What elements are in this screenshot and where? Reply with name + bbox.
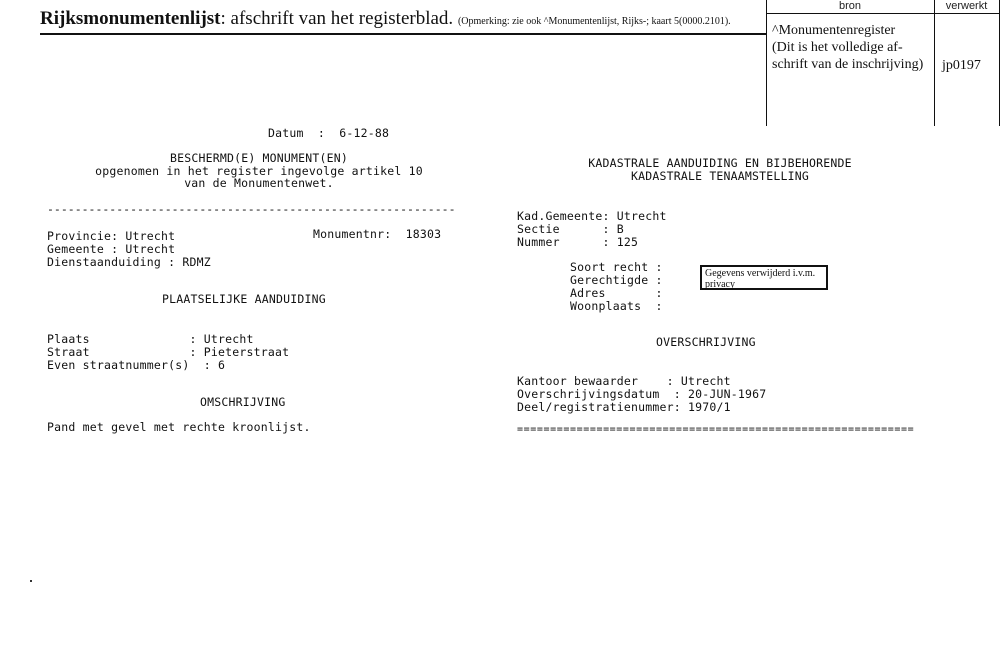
table-header-rule <box>766 13 999 14</box>
soort-recht-line: Soort recht : <box>570 260 663 274</box>
heading-line: KADASTRALE TENAAMSTELLING <box>630 168 810 183</box>
dienstaanduiding-line: Dienstaanduiding : RDMZ <box>47 255 211 269</box>
datum-line: Datum : 6-12-88 <box>268 126 390 140</box>
bron-line: schrift van de inschrijving) <box>772 57 924 72</box>
kantoor-bewaarder-line: Kantoor bewaarder : Utrecht <box>517 374 731 388</box>
omschrijving-heading: OMSCHRIJVING <box>200 395 286 409</box>
gemeente-line: Gemeente : Utrecht <box>47 242 176 256</box>
omschrijving-text: Pand met gevel met rechte kroonlijst. <box>47 420 311 434</box>
header-rule <box>40 33 766 35</box>
title-rest: : afschrift van het registerblad. <box>220 8 454 29</box>
heading-line: van de Monumentenwet. <box>184 176 334 190</box>
equals-separator: ============================================================ <box>517 424 915 435</box>
bron-line: (Dit is het volledige af- <box>772 40 903 55</box>
plaatselijke-heading: PLAATSELIJKE AANDUIDING <box>162 292 326 306</box>
even-straatnummer-line: Even straatnummer(s) : 6 <box>47 358 226 372</box>
table-left-border <box>766 0 767 126</box>
title-bold: Rijksmonumentenlijst <box>40 8 221 29</box>
heading-line: opgenomen in het register ingevolge artikel 10 <box>95 163 423 178</box>
kadastrale-heading <box>560 157 880 182</box>
bron-line: ^Monumentenregister <box>772 23 896 38</box>
straat-line: Straat : Pieterstraat <box>47 345 290 359</box>
col-bron-header: bron <box>838 0 862 12</box>
overschrijving-heading: OVERSCHRIJVING <box>656 335 756 349</box>
bron-text <box>772 22 937 73</box>
gerechtigde-line: Gerechtigde : <box>570 273 663 287</box>
scan-speck <box>30 580 32 582</box>
woonplaats-line: Woonplaats : <box>570 299 663 313</box>
document-title <box>40 8 731 30</box>
nummer-line: Nummer : 125 <box>517 235 639 249</box>
adres-line: Adres : <box>570 286 663 300</box>
beschermd-heading <box>40 152 478 190</box>
dash-separator: ----------------------------------------------------------- <box>47 202 456 216</box>
col-verwerkt-header: verwerkt <box>945 0 988 12</box>
overschrijvingsdatum-line: Overschrijvingsdatum : 20-JUN-1967 <box>517 387 767 401</box>
registratienummer-line: Deel/registratienummer: 1970/1 <box>517 400 731 414</box>
title-note: (Opmerking: zie ook ^Monumentenlijst, Rijks-; kaart 5(0000.2101). <box>457 16 731 27</box>
heading-line: KADASTRALE AANDUIDING EN BIJBEHORENDE <box>588 156 852 170</box>
sectie-line: Sectie : B <box>517 222 624 236</box>
monumentnr-line: Monumentnr: 18303 <box>313 227 442 241</box>
verwerkt-value: jp0197 <box>942 58 981 73</box>
privacy-note-box: Gegevens verwijderd i.v.m. privacy <box>700 265 828 290</box>
heading-line: BESCHERMD(E) MONUMENT(EN) <box>169 151 349 165</box>
kad-gemeente-line: Kad.Gemeente: Utrecht <box>517 209 667 223</box>
plaats-line: Plaats : Utrecht <box>47 332 254 346</box>
provincie-line: Provincie: Utrecht <box>47 229 176 243</box>
